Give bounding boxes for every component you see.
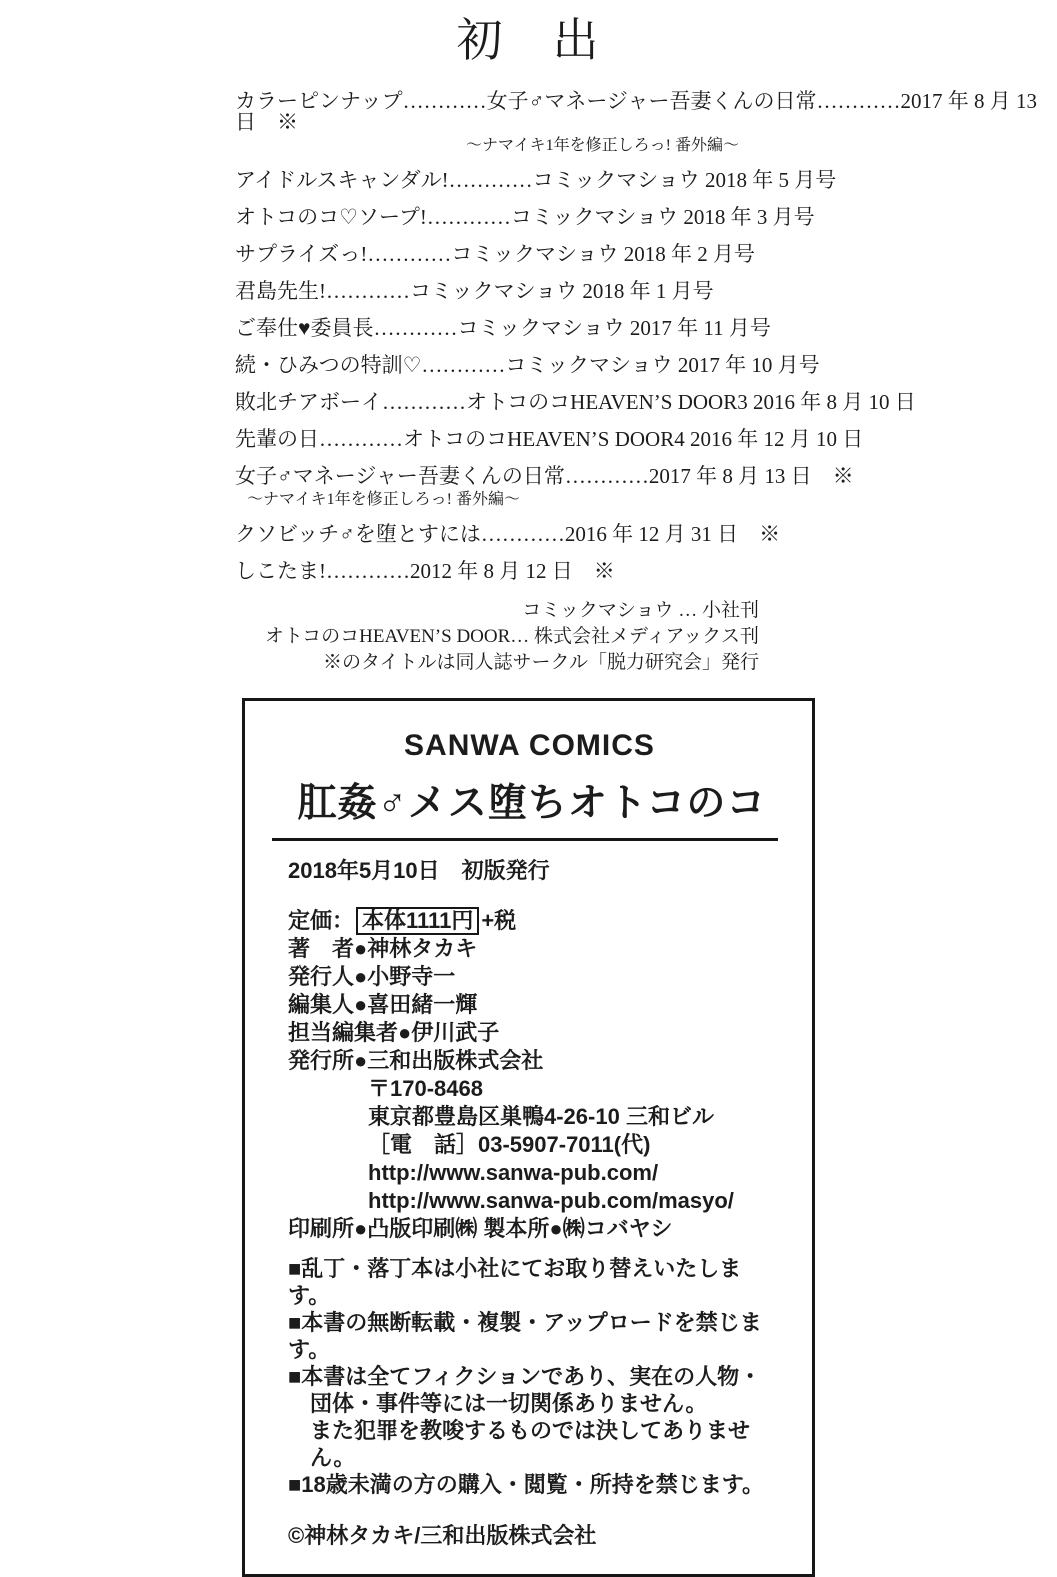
- list-item: [235, 426, 1057, 451]
- credit-line: 君島先生!…………コミックマショウ 2018 年 1 月号: [235, 278, 714, 303]
- list-item: [235, 521, 1057, 546]
- page-title: 初 出: [456, 15, 601, 66]
- publisher-note: コミックマショウ … 小社刊: [522, 599, 759, 621]
- printer-line: 印刷所●凸版印刷㈱ 製本所●㈱コバヤシ: [288, 1215, 673, 1241]
- legal-notice-continued: 団体・事件等には一切関係ありません。: [310, 1390, 708, 1416]
- credit-subtitle: ～ナマイキ1年を修正しろっ! 番外編～: [247, 490, 521, 508]
- credit-line: カラーピンナップ…………女子♂マネージャー吾妻くんの日常…………2017 年 8 月 13 日 ※: [235, 88, 1037, 134]
- list-item: [235, 167, 1057, 192]
- copyright-notice: ©神林タカキ/三和出版株式会社: [288, 1522, 597, 1548]
- list-item: [235, 463, 1057, 508]
- author-line: 著 者●神林タカキ: [288, 935, 478, 961]
- list-item: [235, 558, 1057, 583]
- list-item: [235, 241, 1057, 266]
- credit-subtitle: ～ナマイキ1年を修正しろっ! 番外編～: [466, 136, 740, 154]
- publisher-note: オトコのコHEAVEN’S DOOR… 株式会社メディアックス刊: [264, 625, 759, 647]
- credit-line: ご奉仕♥委員長…………コミックマショウ 2017 年 11 月号: [235, 315, 771, 340]
- price-line: [288, 907, 776, 935]
- title-underline: [272, 838, 778, 841]
- list-item: [235, 88, 1057, 154]
- list-item: [235, 204, 1057, 229]
- book-title: 肛姦♂メス堕ちオトコのコ: [297, 781, 767, 825]
- legal-notice: ■18歳未満の方の購入・閲覧・所持を禁じます。: [288, 1471, 765, 1497]
- price-value: 本体1111円: [356, 907, 479, 935]
- credit-line: 女子♂マネージャー吾妻くんの日常…………2017 年 8 月 13 日 ※: [235, 463, 854, 488]
- list-item: [235, 278, 1057, 303]
- credit-line: クソビッチ♂を堕とすには…………2016 年 12 月 31 日 ※: [235, 521, 781, 546]
- credit-line: しこたま!…………2012 年 8 月 12 日 ※: [235, 558, 615, 583]
- magazine-url: http://www.sanwa-pub.com/masyo/: [368, 1187, 734, 1213]
- credit-line: 先輩の日…………オトコのコHEAVEN’S DOOR4 2016 年 12 月 10 日: [235, 426, 864, 451]
- colophon-box: [242, 698, 815, 1577]
- imprint-brand: SANWA COMICS: [404, 728, 655, 762]
- list-item: [235, 315, 1057, 340]
- publisher-note: ※のタイトルは同人誌サークル「脱力研究会」発行: [322, 651, 759, 673]
- credit-line: サプライズっ!…………コミックマショウ 2018 年 2 月号: [235, 241, 756, 266]
- credit-line: 敗北チアボーイ…………オトコのコHEAVEN’S DOOR3 2016 年 8 月 10 日: [235, 389, 916, 414]
- list-item: [235, 389, 1057, 414]
- editor-line: 編集人●喜田緒一輝: [288, 991, 478, 1017]
- price-tax: +税: [481, 907, 517, 933]
- legal-notice: ■乱丁・落丁本は小社にてお取り替えいたします。: [288, 1255, 742, 1308]
- publisher-notes: [235, 598, 759, 676]
- publication-details: [288, 907, 776, 1243]
- publisher-url: http://www.sanwa-pub.com/: [368, 1159, 659, 1185]
- legal-notice: ■本書は全てフィクションであり、実在の人物・: [288, 1363, 762, 1389]
- managing-editor-line: 担当編集者●伊川武子: [288, 1019, 500, 1045]
- price-label: 定価：: [288, 907, 355, 933]
- edition-date: 2018年5月10日 初版発行: [288, 857, 550, 883]
- publisher-phone: ［電 話］03-5907-7011(代): [368, 1131, 651, 1157]
- publisher-address: 東京都豊島区巣鴨4-26-10 三和ビル: [368, 1103, 714, 1129]
- legal-notices: [288, 1255, 776, 1498]
- legal-notice: ■本書の無断転載・複製・アップロードを禁じます。: [288, 1309, 762, 1362]
- issuer-line: 発行人●小野寺一: [288, 963, 456, 989]
- first-publication-list: [235, 88, 1057, 583]
- legal-notice-continued: また犯罪を教唆するものでは決してありません。: [310, 1417, 751, 1470]
- list-item: [235, 352, 1057, 377]
- publisher-line: 発行所●三和出版株式会社: [288, 1047, 544, 1073]
- credit-line: オトコのコ♡ソープ!…………コミックマショウ 2018 年 3 月号: [235, 204, 815, 229]
- credit-line: 続・ひみつの特訓♡…………コミックマショウ 2017 年 10 月号: [235, 352, 820, 377]
- postal-code: 〒170-8468: [368, 1075, 483, 1101]
- credit-line: アイドルスキャンダル!…………コミックマショウ 2018 年 5 月号: [235, 167, 837, 192]
